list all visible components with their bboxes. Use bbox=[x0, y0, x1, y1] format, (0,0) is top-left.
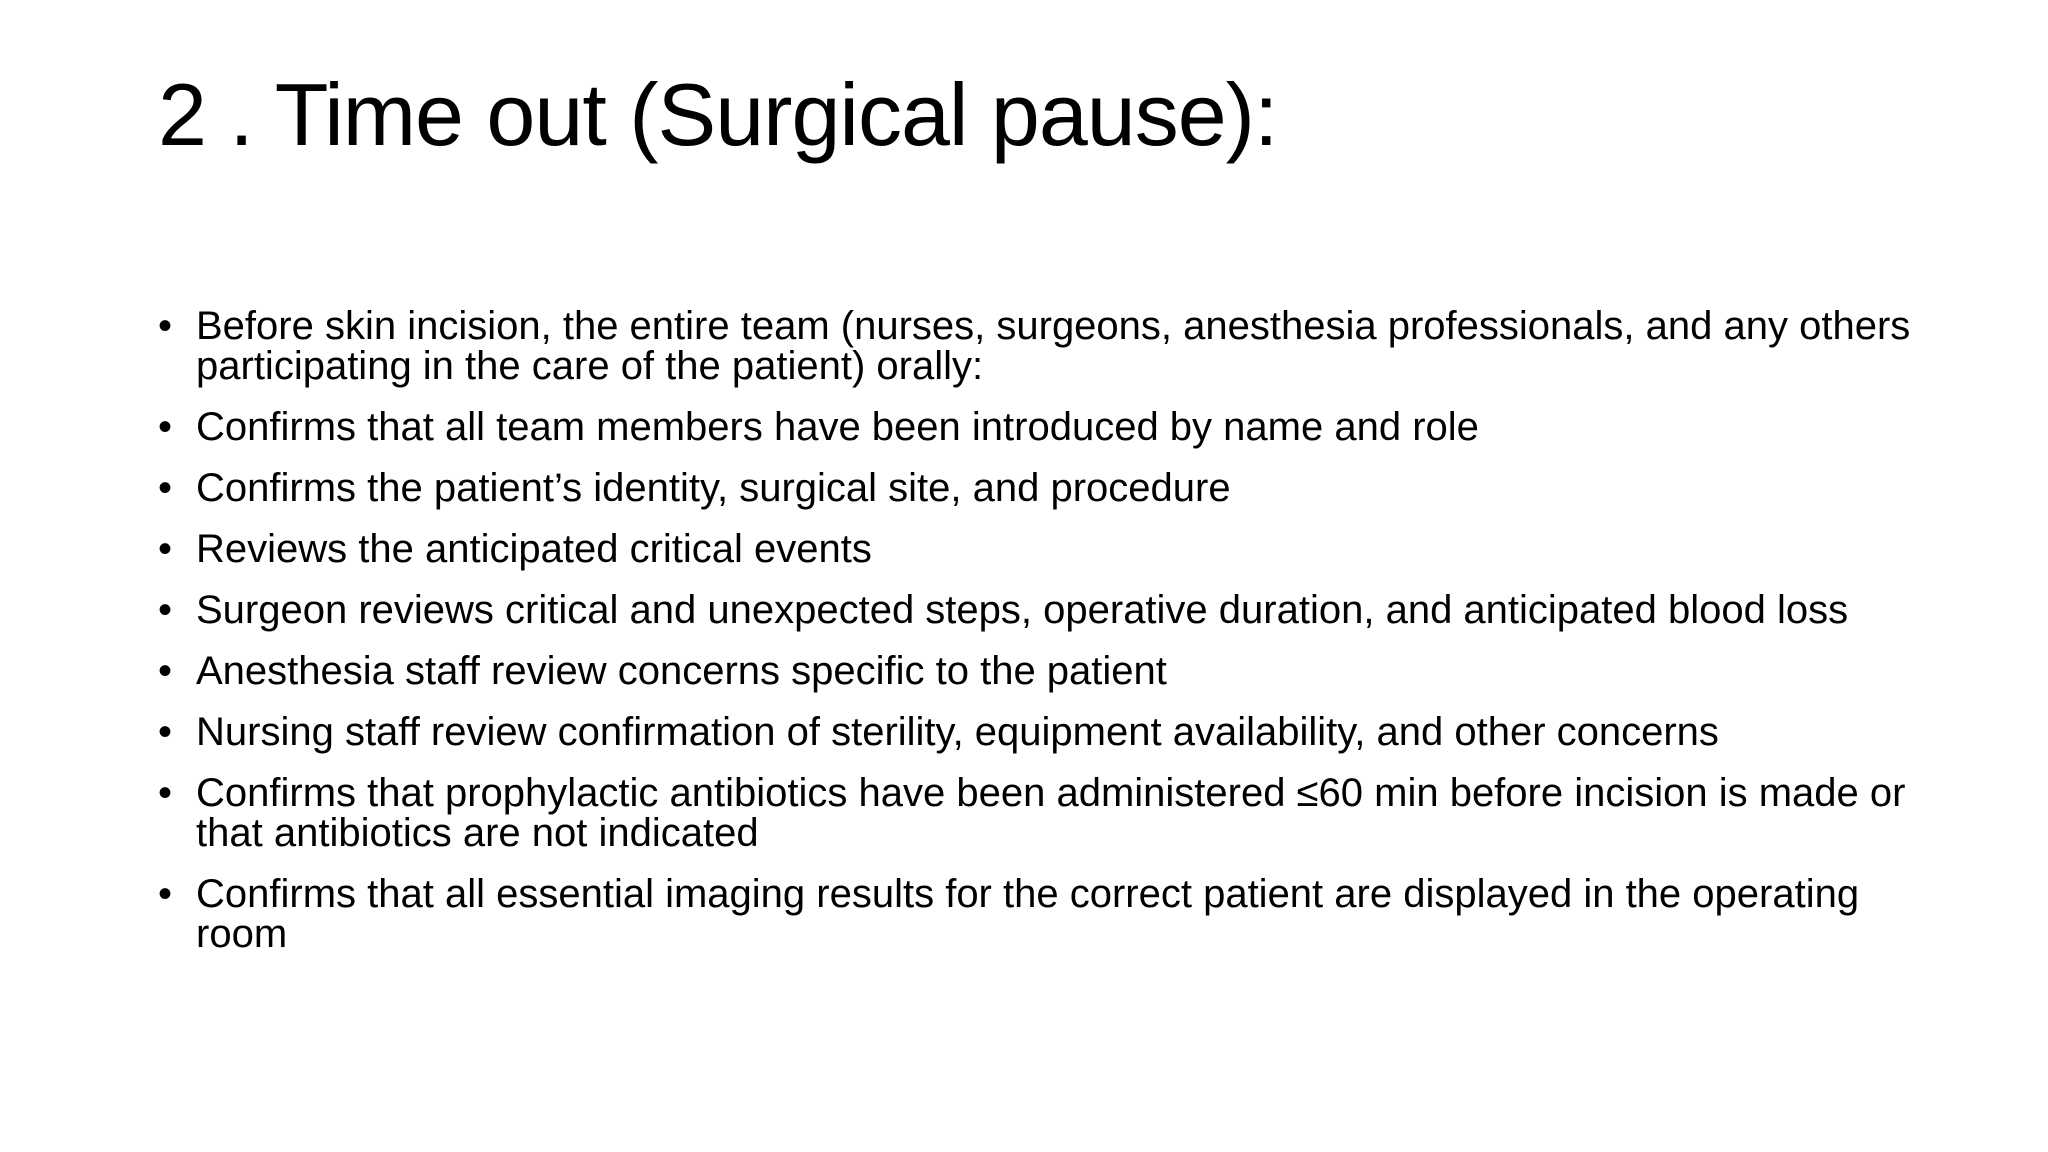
bullet-icon: • bbox=[158, 304, 173, 348]
bullet-item bbox=[158, 529, 1918, 569]
bullet-icon: • bbox=[158, 527, 173, 571]
bullet-icon: • bbox=[158, 872, 173, 916]
bullet-item bbox=[158, 874, 1918, 954]
bullet-text: Confirms that all essential imaging results for the correct patient are displayed in the operating room bbox=[196, 872, 1860, 956]
bullet-item bbox=[158, 590, 1918, 630]
bullet-icon: • bbox=[158, 405, 173, 449]
bullet-item bbox=[158, 773, 1918, 853]
bullet-text: Confirms that all team members have been introduced by name and role bbox=[196, 405, 1479, 449]
bullet-text: Before skin incision, the entire team (nurses, surgeons, anesthesia professionals, and any others participating in the care of the patient) orally: bbox=[196, 304, 1911, 388]
bullet-text: Nursing staff review confirmation of sterility, equipment availability, and other concerns bbox=[196, 710, 1719, 754]
bullet-item bbox=[158, 468, 1918, 508]
bullet-text: Reviews the anticipated critical events bbox=[196, 527, 872, 571]
bullet-item bbox=[158, 712, 1918, 752]
bullet-text: Confirms that prophylactic antibiotics have been administered ≤60 min before incision is made or that antibiotics are not indicated bbox=[196, 771, 1906, 855]
bullet-text: Surgeon reviews critical and unexpected steps, operative duration, and anticipated blood loss bbox=[196, 588, 1849, 632]
slide-title: 2 . Time out (Surgical pause): bbox=[158, 65, 1278, 164]
bullet-item bbox=[158, 651, 1918, 691]
bullet-text: Confirms the patient’s identity, surgical site, and procedure bbox=[196, 466, 1231, 510]
bullet-item bbox=[158, 407, 1918, 447]
bullet-icon: • bbox=[158, 771, 173, 815]
bullet-icon: • bbox=[158, 588, 173, 632]
bullet-item bbox=[158, 306, 1918, 386]
bullet-text: Anesthesia staff review concerns specific to the patient bbox=[196, 649, 1167, 693]
bullet-icon: • bbox=[158, 466, 173, 510]
bullet-icon: • bbox=[158, 649, 173, 693]
bullet-list bbox=[158, 306, 1918, 975]
bullet-icon: • bbox=[158, 710, 173, 754]
